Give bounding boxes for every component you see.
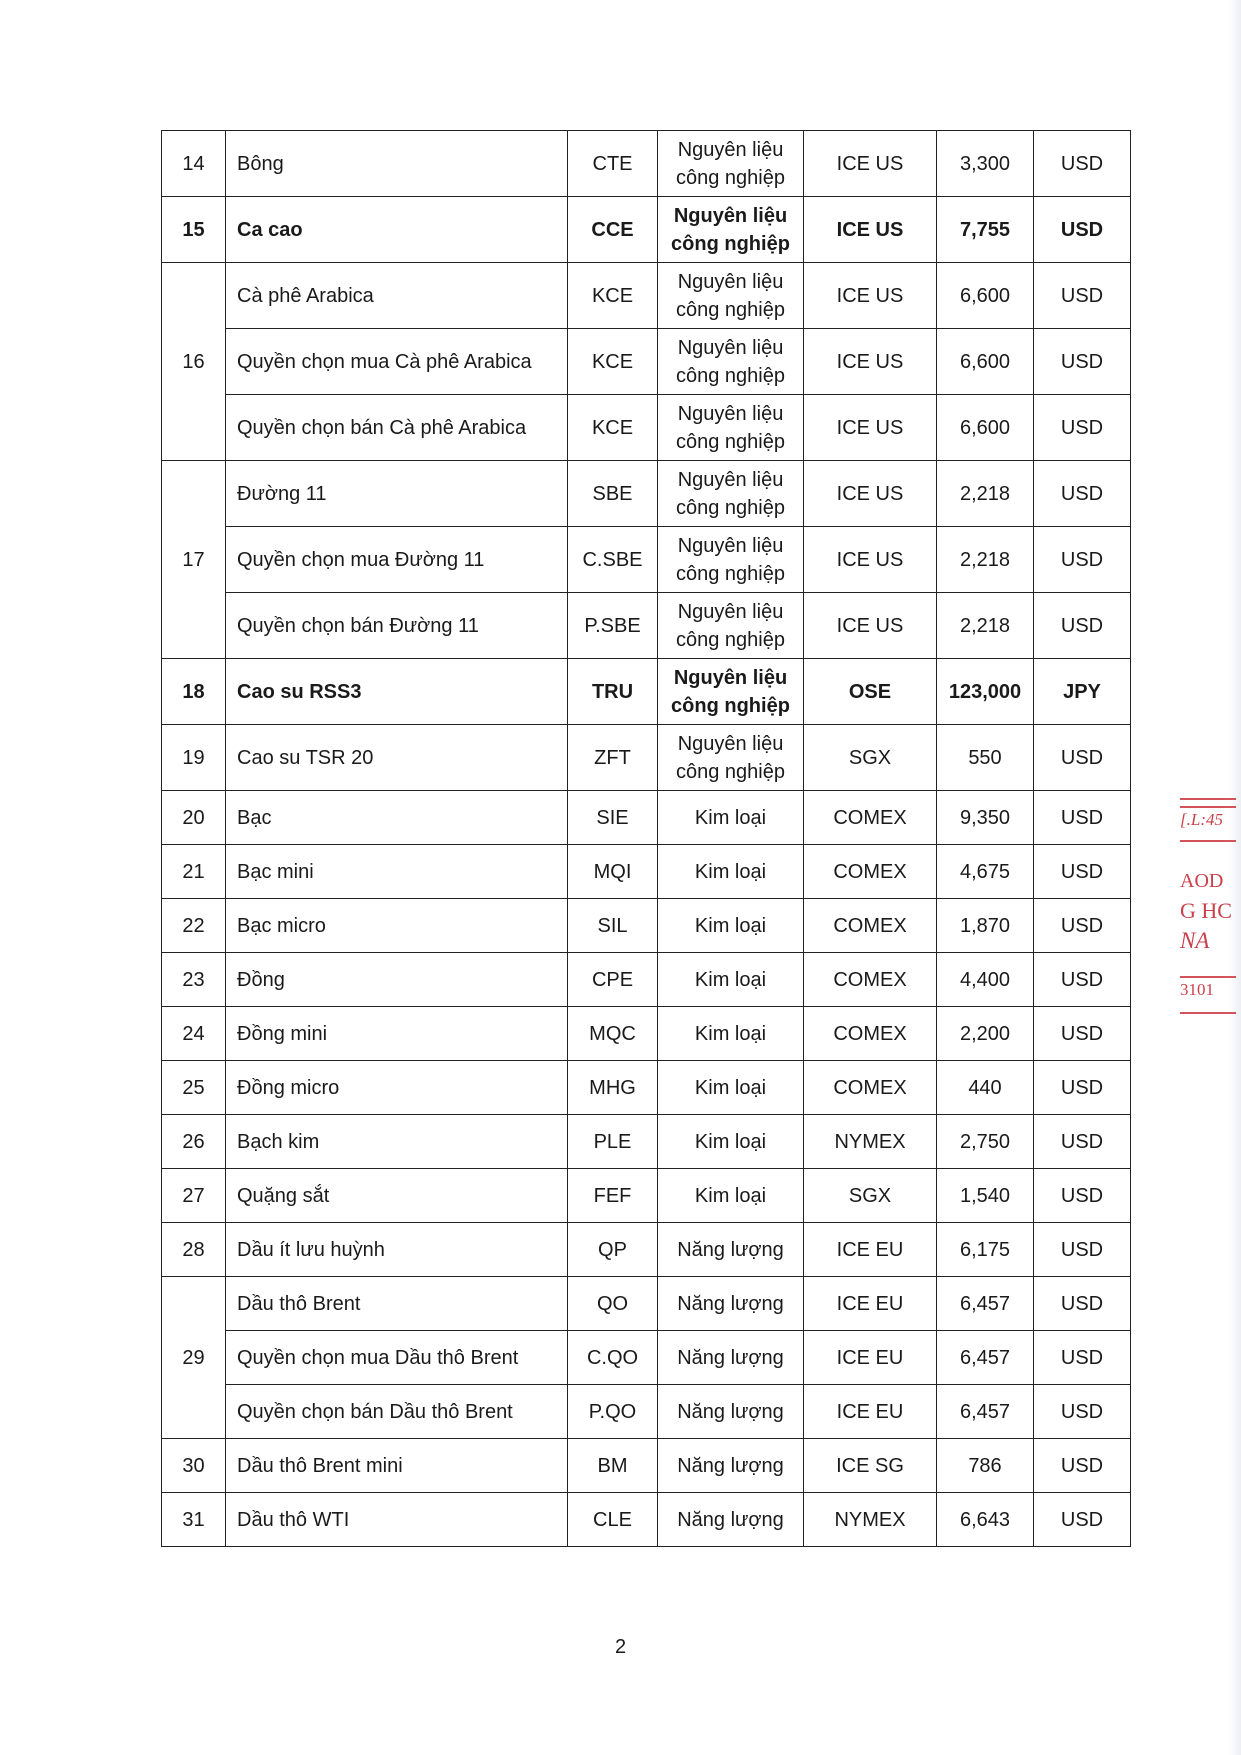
stamp-text: 3101 xyxy=(1180,980,1214,999)
value-cell: 9,350 xyxy=(937,791,1034,845)
group-cell: Nguyên liệu công nghiệp xyxy=(658,659,804,725)
commodity-table xyxy=(161,130,1131,1547)
stt-cell: 30 xyxy=(162,1439,226,1493)
table-row xyxy=(162,953,1131,1007)
stt-cell: 23 xyxy=(162,953,226,1007)
group-cell: Năng lượng xyxy=(658,1493,804,1547)
exchange-cell: ICE US xyxy=(804,593,937,659)
name-cell: Quặng sắt xyxy=(226,1169,568,1223)
currency-cell: USD xyxy=(1034,1223,1131,1277)
group-cell: Nguyên liệu công nghiệp xyxy=(658,263,804,329)
code-cell: MHG xyxy=(568,1061,658,1115)
table-row xyxy=(162,1061,1131,1115)
exchange-cell: OSE xyxy=(804,659,937,725)
exchange-cell: COMEX xyxy=(804,791,937,845)
currency-cell: USD xyxy=(1034,899,1131,953)
exchange-cell: ICE US xyxy=(804,329,937,395)
code-cell: CLE xyxy=(568,1493,658,1547)
currency-cell: USD xyxy=(1034,329,1131,395)
exchange-cell: ICE US xyxy=(804,197,937,263)
currency-cell: USD xyxy=(1034,1277,1131,1331)
stt-cell: 24 xyxy=(162,1007,226,1061)
value-cell: 1,540 xyxy=(937,1169,1034,1223)
table-row xyxy=(162,791,1131,845)
name-cell: Quyền chọn mua Đường 11 xyxy=(226,527,568,593)
table-row xyxy=(162,1385,1131,1439)
table-row xyxy=(162,1277,1131,1331)
currency-cell: USD xyxy=(1034,845,1131,899)
stamp-text: G HC xyxy=(1180,898,1232,923)
name-cell: Quyền chọn bán Đường 11 xyxy=(226,593,568,659)
table-row xyxy=(162,725,1131,791)
stamp-text: NA xyxy=(1180,928,1210,953)
code-cell: ZFT xyxy=(568,725,658,791)
value-cell: 6,457 xyxy=(937,1385,1034,1439)
group-cell: Nguyên liệu công nghiệp xyxy=(658,395,804,461)
group-cell: Nguyên liệu công nghiệp xyxy=(658,725,804,791)
group-cell: Nguyên liệu công nghiệp xyxy=(658,461,804,527)
stamp-line xyxy=(1180,840,1236,842)
code-cell: PLE xyxy=(568,1115,658,1169)
value-cell: 2,218 xyxy=(937,593,1034,659)
table-row xyxy=(162,197,1131,263)
group-cell: Năng lượng xyxy=(658,1331,804,1385)
name-cell: Dầu thô Brent mini xyxy=(226,1439,568,1493)
name-cell: Dầu ít lưu huỳnh xyxy=(226,1223,568,1277)
exchange-cell: SGX xyxy=(804,725,937,791)
currency-cell: USD xyxy=(1034,1385,1131,1439)
name-cell: Bạch kim xyxy=(226,1115,568,1169)
table-row xyxy=(162,1439,1131,1493)
value-cell: 6,175 xyxy=(937,1223,1034,1277)
name-cell: Cao su RSS3 xyxy=(226,659,568,725)
code-cell: SIL xyxy=(568,899,658,953)
table-row xyxy=(162,461,1131,527)
table-row xyxy=(162,1331,1131,1385)
table-row xyxy=(162,1115,1131,1169)
stamp-line xyxy=(1180,976,1236,978)
code-cell: CTE xyxy=(568,131,658,197)
stt-cell: 20 xyxy=(162,791,226,845)
group-cell: Nguyên liệu công nghiệp xyxy=(658,329,804,395)
value-cell: 123,000 xyxy=(937,659,1034,725)
code-cell: P.QO xyxy=(568,1385,658,1439)
stt-cell: 21 xyxy=(162,845,226,899)
group-cell: Nguyên liệu công nghiệp xyxy=(658,197,804,263)
name-cell: Ca cao xyxy=(226,197,568,263)
name-cell: Cao su TSR 20 xyxy=(226,725,568,791)
code-cell: CPE xyxy=(568,953,658,1007)
currency-cell: USD xyxy=(1034,1331,1131,1385)
currency-cell: USD xyxy=(1034,1493,1131,1547)
group-cell: Nguyên liệu công nghiệp xyxy=(658,527,804,593)
value-cell: 6,600 xyxy=(937,329,1034,395)
code-cell: MQI xyxy=(568,845,658,899)
exchange-cell: ICE US xyxy=(804,131,937,197)
currency-cell: JPY xyxy=(1034,659,1131,725)
name-cell: Đồng mini xyxy=(226,1007,568,1061)
table-row xyxy=(162,263,1131,329)
exchange-cell: COMEX xyxy=(804,899,937,953)
name-cell: Quyền chọn mua Cà phê Arabica xyxy=(226,329,568,395)
exchange-cell: COMEX xyxy=(804,953,937,1007)
stt-cell: 19 xyxy=(162,725,226,791)
stt-cell: 22 xyxy=(162,899,226,953)
name-cell: Cà phê Arabica xyxy=(226,263,568,329)
table-row xyxy=(162,329,1131,395)
table-row xyxy=(162,131,1131,197)
group-cell: Kim loại xyxy=(658,1061,804,1115)
code-cell: BM xyxy=(568,1439,658,1493)
value-cell: 6,600 xyxy=(937,395,1034,461)
code-cell: KCE xyxy=(568,329,658,395)
table-row xyxy=(162,659,1131,725)
stt-cell: 16 xyxy=(162,263,226,461)
code-cell: KCE xyxy=(568,263,658,329)
code-cell: P.SBE xyxy=(568,593,658,659)
code-cell: C.QO xyxy=(568,1331,658,1385)
value-cell: 786 xyxy=(937,1439,1034,1493)
code-cell: C.SBE xyxy=(568,527,658,593)
stt-cell: 15 xyxy=(162,197,226,263)
currency-cell: USD xyxy=(1034,1007,1131,1061)
stt-cell: 14 xyxy=(162,131,226,197)
exchange-cell: ICE EU xyxy=(804,1223,937,1277)
name-cell: Đường 11 xyxy=(226,461,568,527)
value-cell: 440 xyxy=(937,1061,1034,1115)
group-cell: Năng lượng xyxy=(658,1385,804,1439)
code-cell: SIE xyxy=(568,791,658,845)
group-cell: Nguyên liệu công nghiệp xyxy=(658,131,804,197)
currency-cell: USD xyxy=(1034,1439,1131,1493)
value-cell: 6,457 xyxy=(937,1331,1034,1385)
value-cell: 6,600 xyxy=(937,263,1034,329)
stamp-line xyxy=(1180,798,1236,800)
name-cell: Bông xyxy=(226,131,568,197)
exchange-cell: ICE US xyxy=(804,395,937,461)
exchange-cell: ICE US xyxy=(804,461,937,527)
currency-cell: USD xyxy=(1034,461,1131,527)
exchange-cell: NYMEX xyxy=(804,1115,937,1169)
group-cell: Kim loại xyxy=(658,845,804,899)
table-row xyxy=(162,395,1131,461)
name-cell: Quyền chọn mua Dầu thô Brent xyxy=(226,1331,568,1385)
stamp-line xyxy=(1180,806,1236,808)
table-row xyxy=(162,1169,1131,1223)
name-cell: Quyền chọn bán Dầu thô Brent xyxy=(226,1385,568,1439)
name-cell: Dầu thô Brent xyxy=(226,1277,568,1331)
value-cell: 6,457 xyxy=(937,1277,1034,1331)
exchange-cell: ICE EU xyxy=(804,1277,937,1331)
stt-cell: 27 xyxy=(162,1169,226,1223)
exchange-cell: ICE EU xyxy=(804,1331,937,1385)
table-row xyxy=(162,845,1131,899)
value-cell: 6,643 xyxy=(937,1493,1034,1547)
currency-cell: USD xyxy=(1034,1169,1131,1223)
name-cell: Đồng micro xyxy=(226,1061,568,1115)
group-cell: Kim loại xyxy=(658,1007,804,1061)
currency-cell: USD xyxy=(1034,953,1131,1007)
page-number: 2 xyxy=(614,1636,627,1658)
value-cell: 4,400 xyxy=(937,953,1034,1007)
stt-cell: 29 xyxy=(162,1277,226,1439)
stamp-text: AOD xyxy=(1180,870,1224,892)
group-cell: Kim loại xyxy=(658,953,804,1007)
value-cell: 2,218 xyxy=(937,461,1034,527)
value-cell: 3,300 xyxy=(937,131,1034,197)
code-cell: MQC xyxy=(568,1007,658,1061)
currency-cell: USD xyxy=(1034,131,1131,197)
currency-cell: USD xyxy=(1034,791,1131,845)
stt-cell: 17 xyxy=(162,461,226,659)
stt-cell: 31 xyxy=(162,1493,226,1547)
currency-cell: USD xyxy=(1034,197,1131,263)
group-cell: Kim loại xyxy=(658,1115,804,1169)
value-cell: 4,675 xyxy=(937,845,1034,899)
name-cell: Bạc xyxy=(226,791,568,845)
table-row xyxy=(162,1493,1131,1547)
stt-cell: 28 xyxy=(162,1223,226,1277)
exchange-cell: ICE US xyxy=(804,527,937,593)
code-cell: QP xyxy=(568,1223,658,1277)
name-cell: Bạc mini xyxy=(226,845,568,899)
code-cell: QO xyxy=(568,1277,658,1331)
group-cell: Năng lượng xyxy=(658,1223,804,1277)
stt-cell: 26 xyxy=(162,1115,226,1169)
code-cell: TRU xyxy=(568,659,658,725)
exchange-cell: COMEX xyxy=(804,845,937,899)
red-stamp-fragment xyxy=(1176,790,1236,1020)
currency-cell: USD xyxy=(1034,527,1131,593)
code-cell: SBE xyxy=(568,461,658,527)
stamp-line xyxy=(1180,1012,1236,1014)
name-cell: Quyền chọn bán Cà phê Arabica xyxy=(226,395,568,461)
value-cell: 2,200 xyxy=(937,1007,1034,1061)
name-cell: Đồng xyxy=(226,953,568,1007)
currency-cell: USD xyxy=(1034,263,1131,329)
exchange-cell: ICE US xyxy=(804,263,937,329)
name-cell: Bạc micro xyxy=(226,899,568,953)
value-cell: 550 xyxy=(937,725,1034,791)
name-cell: Dầu thô WTI xyxy=(226,1493,568,1547)
stamp-text: [.L:45 xyxy=(1180,810,1223,829)
value-cell: 7,755 xyxy=(937,197,1034,263)
currency-cell: USD xyxy=(1034,1061,1131,1115)
exchange-cell: COMEX xyxy=(804,1007,937,1061)
exchange-cell: COMEX xyxy=(804,1061,937,1115)
group-cell: Kim loại xyxy=(658,1169,804,1223)
table-row xyxy=(162,899,1131,953)
value-cell: 2,750 xyxy=(937,1115,1034,1169)
table-row xyxy=(162,593,1131,659)
currency-cell: USD xyxy=(1034,725,1131,791)
currency-cell: USD xyxy=(1034,395,1131,461)
group-cell: Kim loại xyxy=(658,791,804,845)
table-row xyxy=(162,527,1131,593)
code-cell: FEF xyxy=(568,1169,658,1223)
exchange-cell: NYMEX xyxy=(804,1493,937,1547)
group-cell: Năng lượng xyxy=(658,1439,804,1493)
group-cell: Nguyên liệu công nghiệp xyxy=(658,593,804,659)
code-cell: CCE xyxy=(568,197,658,263)
code-cell: KCE xyxy=(568,395,658,461)
value-cell: 1,870 xyxy=(937,899,1034,953)
group-cell: Kim loại xyxy=(658,899,804,953)
stt-cell: 25 xyxy=(162,1061,226,1115)
stt-cell: 18 xyxy=(162,659,226,725)
exchange-cell: ICE SG xyxy=(804,1439,937,1493)
table-row xyxy=(162,1007,1131,1061)
exchange-cell: SGX xyxy=(804,1169,937,1223)
value-cell: 2,218 xyxy=(937,527,1034,593)
exchange-cell: ICE EU xyxy=(804,1385,937,1439)
group-cell: Năng lượng xyxy=(658,1277,804,1331)
currency-cell: USD xyxy=(1034,593,1131,659)
table-row xyxy=(162,1223,1131,1277)
currency-cell: USD xyxy=(1034,1115,1131,1169)
